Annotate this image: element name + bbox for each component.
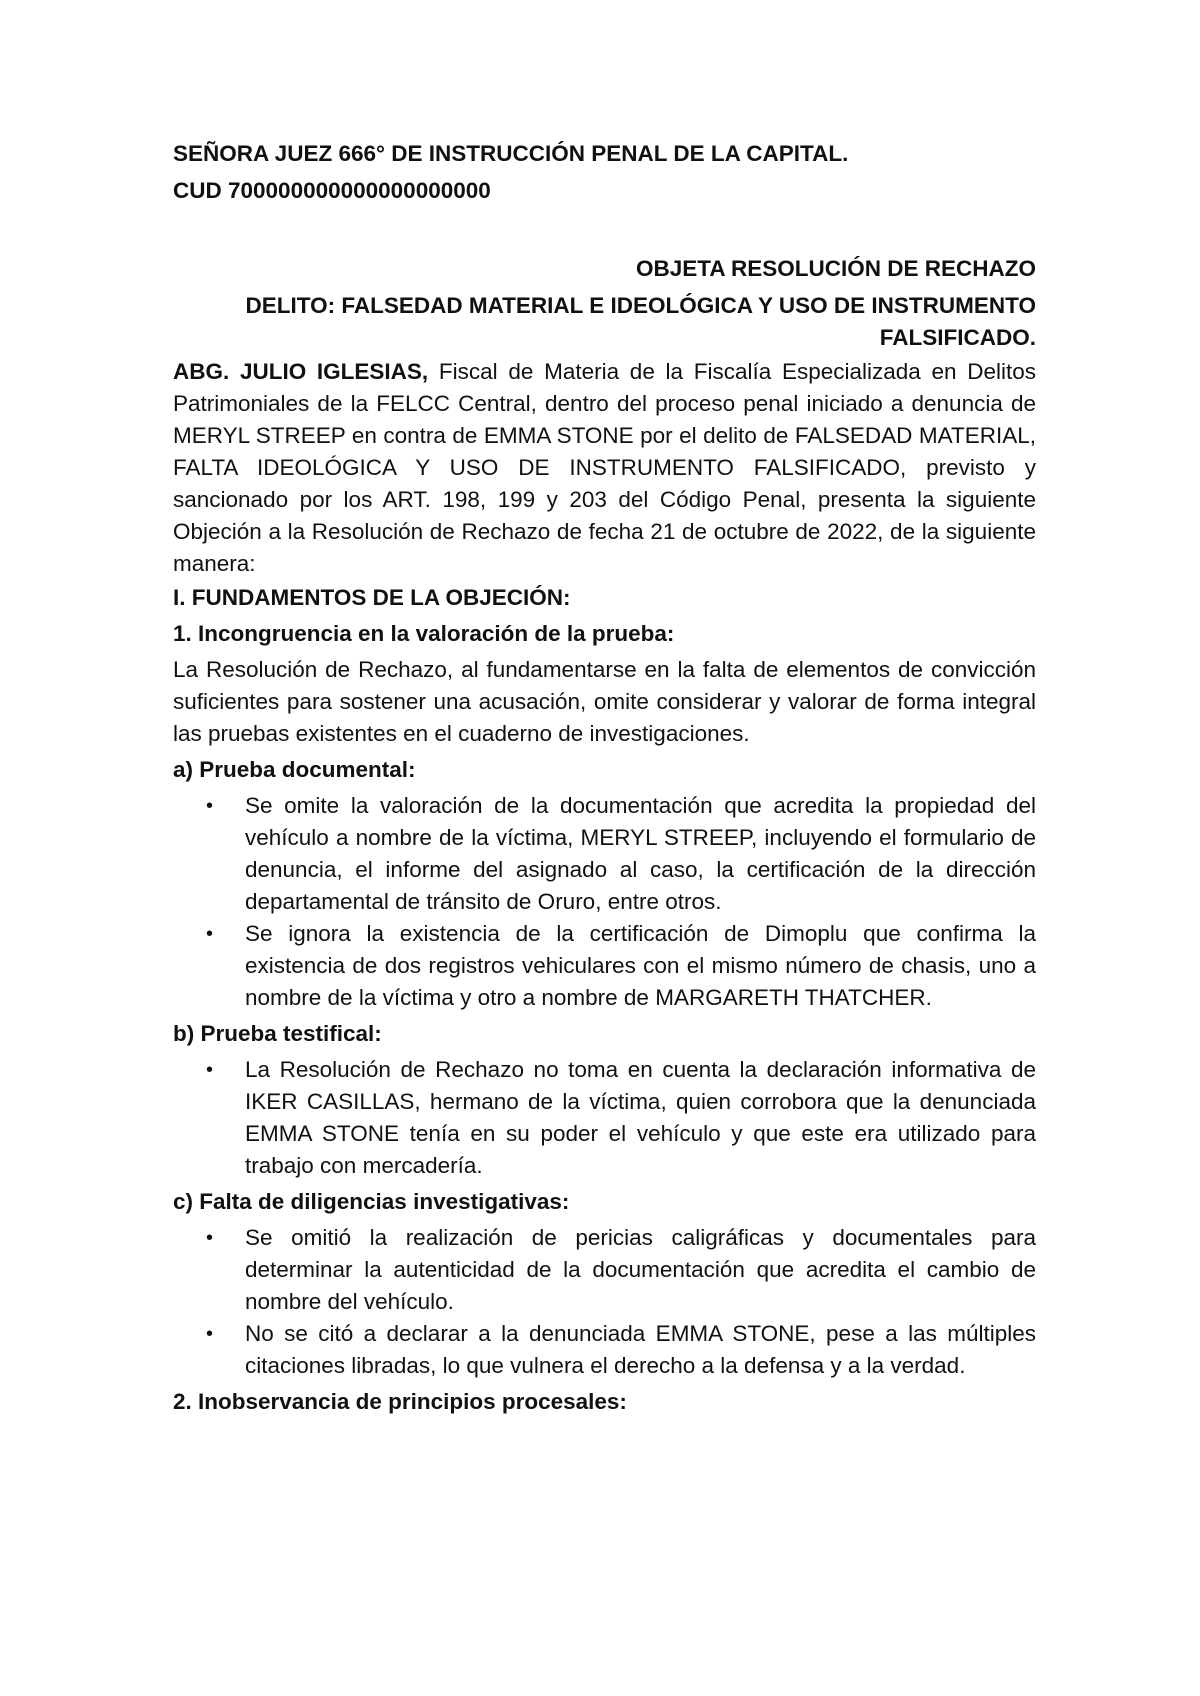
subsection-c-list [173, 1222, 1036, 1382]
section-title: I. FUNDAMENTOS DE LA OBJECIÓN: [173, 585, 571, 610]
intro-text: Fiscal de Materia de la Fiscalía Especializada en Delitos Patrimoniales de la FELCC Central, dentro del proceso penal iniciado a denuncia de MERYL STREEP en contra de EMMA STONE por el delito de FALSEDAD MATERIAL, FALTA IDEOLÓGICA Y USO DE INSTRUMENTO FALSIFICADO, previsto y sancionado por los ART. 198, 199 y 203 del Código Penal, presenta la siguiente Objeción a la Resolución de Rechazo de fecha 21 de octubre de 2022, de la siguiente manera: [173, 359, 1037, 576]
subsection-c-title: c) Falta de diligencias investigativas: [173, 1189, 570, 1214]
prosecutor-name: ABG. JULIO IGLESIAS, [173, 359, 429, 384]
point1-body: La Resolución de Rechazo, al fundamentarse en la falta de elementos de convicción suficientes para sostener una acusación, omite considerar y valorar de forma integral las pruebas existentes en el cuaderno de investigaciones. [173, 657, 1036, 746]
list-item: • Se omite la valoración de la documentación que acredita la propiedad del vehículo a nombre de la víctima, MERYL STREEP, incluyendo el formulario de denuncia, el informe del asignado al caso, la certificación de la dirección departamental de tránsito de Oruro, entre otros. [173, 790, 1036, 918]
list-item: • La Resolución de Rechazo no toma en cuenta la declaración informativa de IKER CASILLAS, hermano de la víctima, quien corrobora que la denunciada EMMA STONE tenía en su poder el vehículo y que este era utilizado para trabajo con mercadería. [173, 1054, 1036, 1182]
cud-line: CUD 700000000000000000000 [173, 178, 491, 203]
intro-paragraph [173, 356, 1036, 580]
subsection-b-list [173, 1054, 1036, 1182]
document-body [173, 138, 1036, 1418]
reference-offense: DELITO: FALSEDAD MATERIAL E IDEOLÓGICA Y USO DE INSTRUMENTO FALSIFICADO. [245, 293, 1036, 350]
list-item: • Se ignora la existencia de la certificación de Dimoplu que confirma la existencia de dos registros vehiculares con el mismo número de chasis, uno a nombre de la víctima y otro a nombre de MARGARETH THATCHER. [173, 918, 1036, 1014]
subsection-a-list [173, 790, 1036, 1014]
point2-title: 2. Inobservancia de principios procesales: [173, 1389, 627, 1414]
subsection-a-title: a) Prueba documental: [173, 757, 416, 782]
reference-title: OBJETA RESOLUCIÓN DE RECHAZO [635, 256, 1036, 281]
bullet-icon: • [206, 1323, 214, 1345]
bullet-icon: • [206, 1059, 214, 1081]
list-item: • Se omitió la realización de pericias caligráficas y documentales para determinar la autenticidad de la documentación que acredita el cambio de nombre del vehículo. [173, 1222, 1036, 1318]
bullet-icon: • [206, 923, 214, 945]
subsection-b-title: b) Prueba testifical: [173, 1021, 382, 1046]
bullet-icon: • [206, 795, 214, 817]
bullet-icon: • [206, 1227, 214, 1249]
point1-title: 1. Incongruencia en la valoración de la prueba: [173, 621, 675, 646]
list-item: • No se citó a declarar a la denunciada EMMA STONE, pese a las múltiples citaciones libradas, lo que vulnera el derecho a la defensa y a la verdad. [173, 1318, 1036, 1382]
addressee-line: SEÑORA JUEZ 666° DE INSTRUCCIÓN PENAL DE LA CAPITAL. [173, 141, 849, 166]
